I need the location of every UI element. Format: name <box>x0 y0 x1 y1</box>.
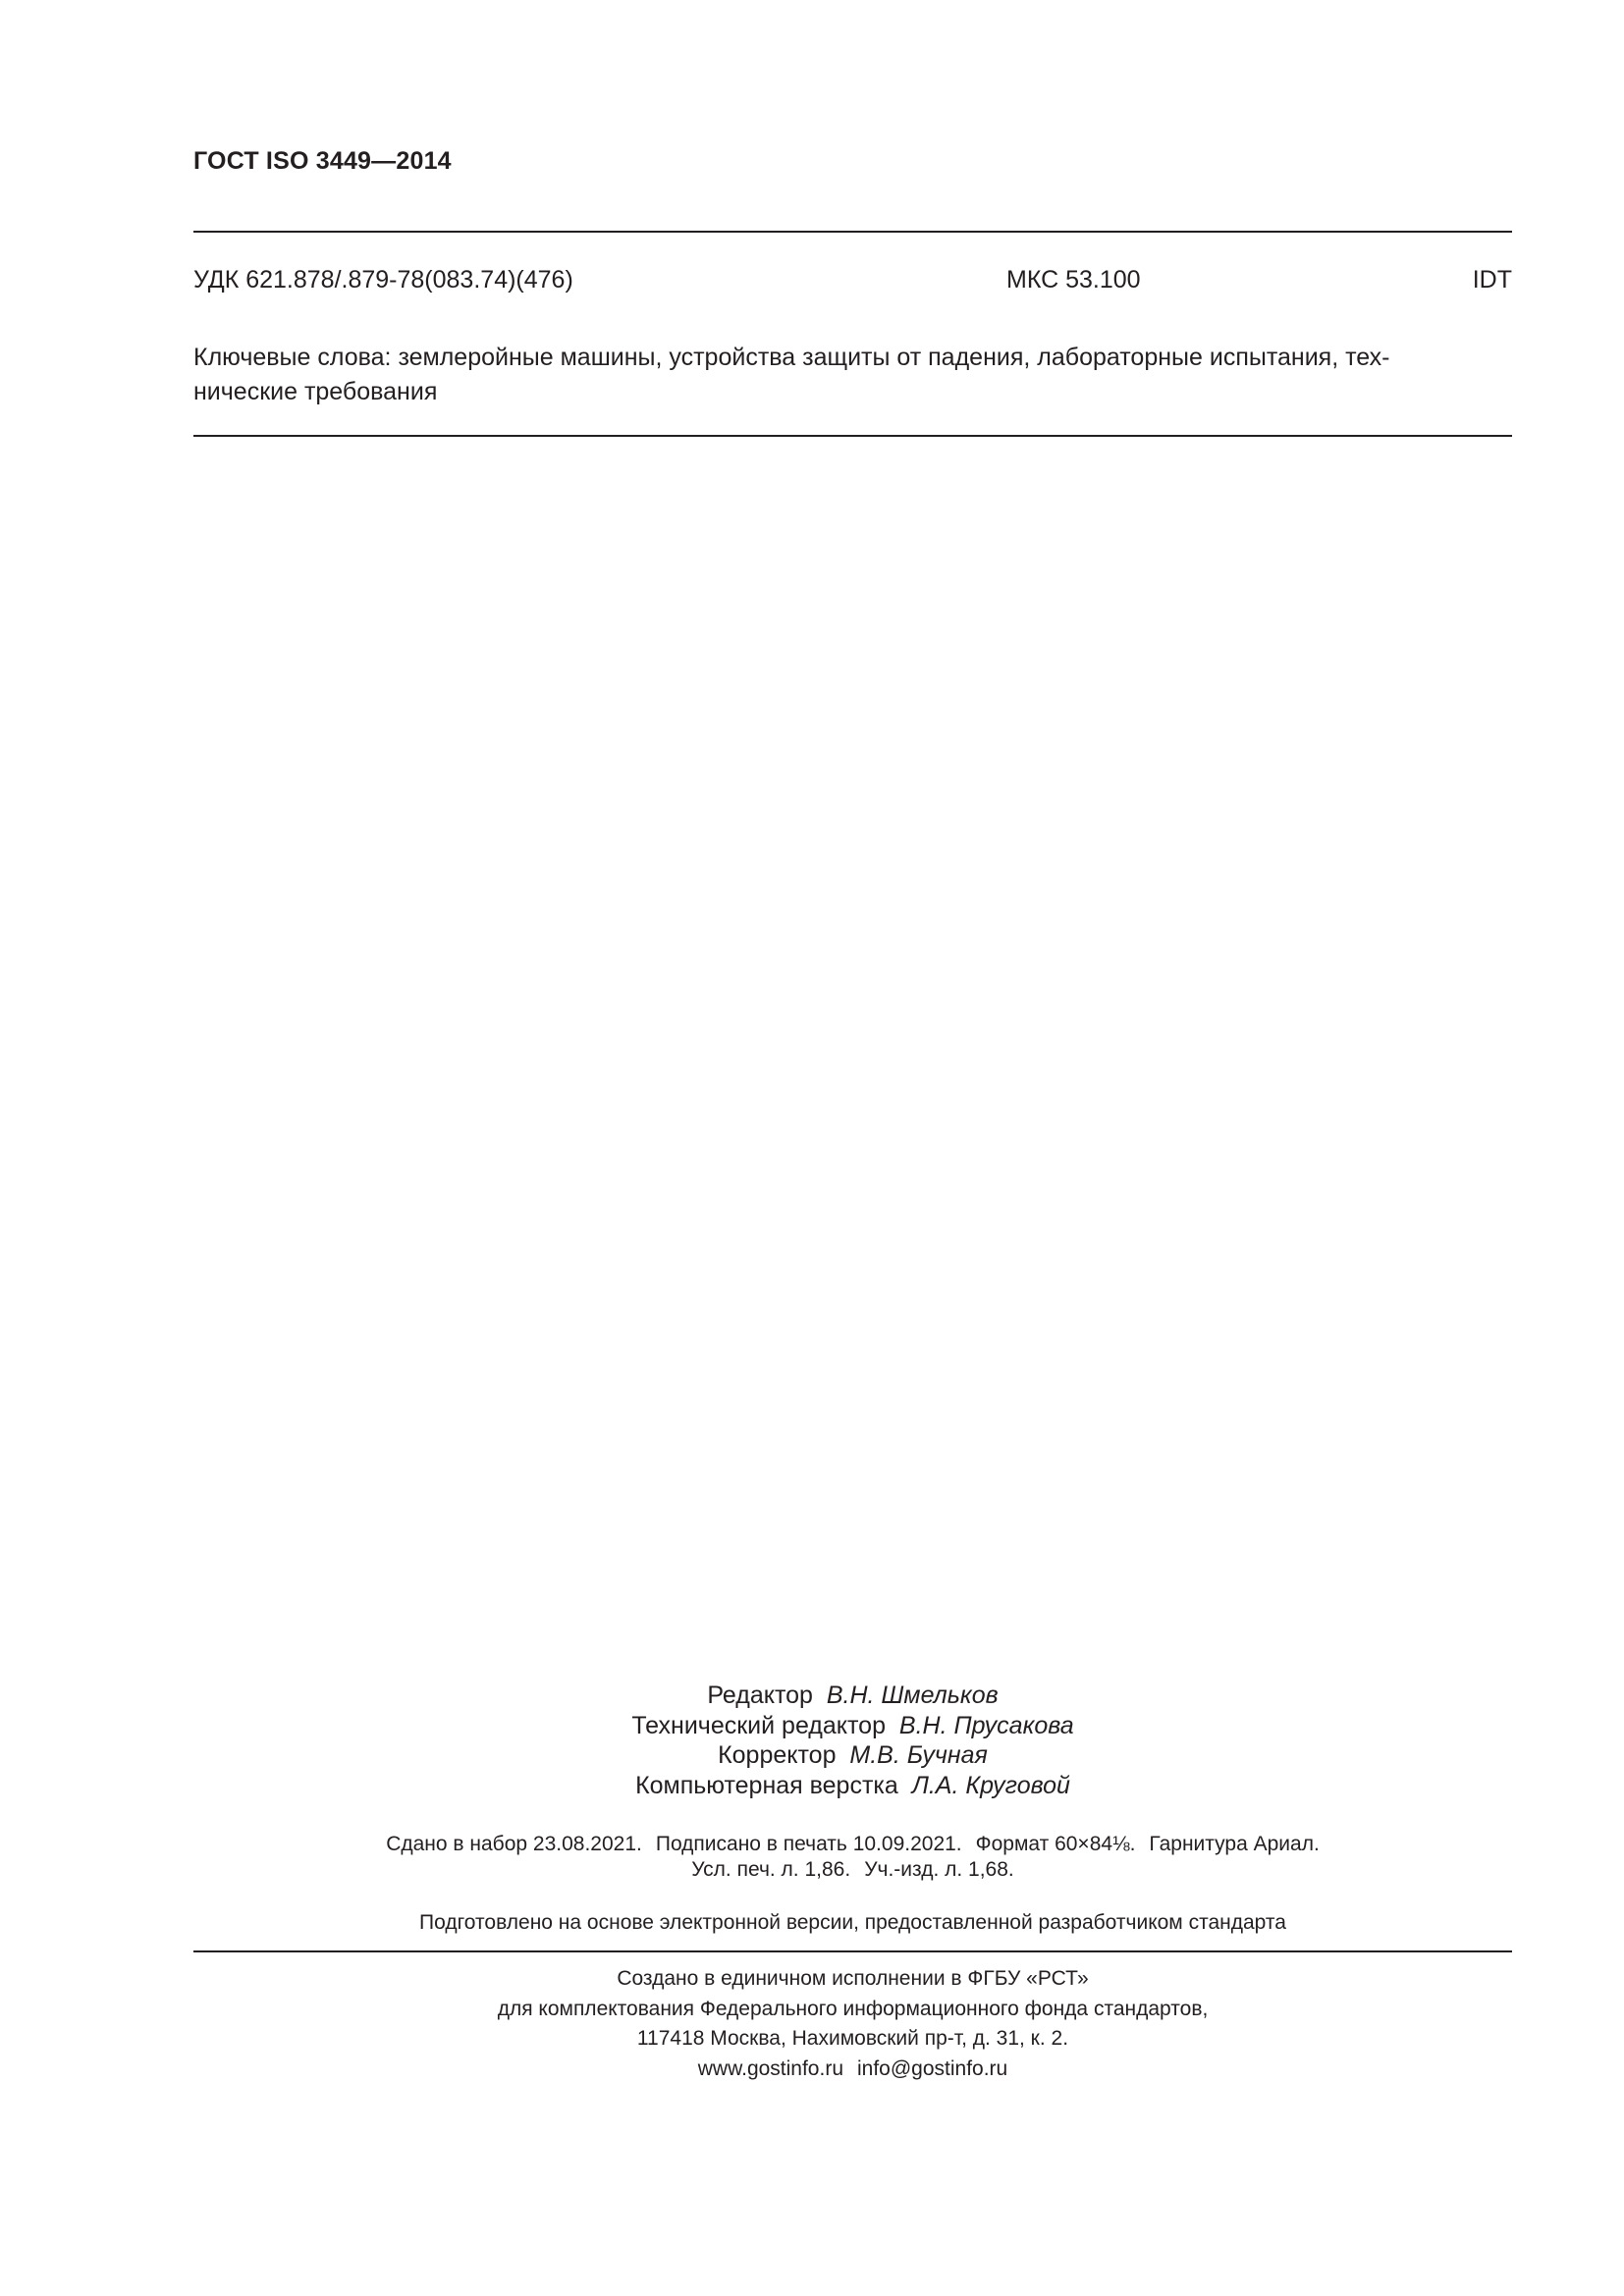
credit-role: Компьютерная верстка <box>635 1771 898 1799</box>
website-link[interactable]: www.gostinfo.ru <box>697 2056 843 2080</box>
credit-role: Корректор <box>718 1741 837 1769</box>
credits-block <box>193 1681 1512 1800</box>
standard-id: ГОСТ ISO 3449—2014 <box>193 147 452 175</box>
keywords-divider <box>193 435 1512 437</box>
credit-tech-editor <box>193 1711 1512 1741</box>
top-divider <box>193 231 1512 233</box>
print-info <box>193 1832 1512 1883</box>
sent-date: Сдано в набор 23.08.2021. <box>386 1833 642 1855</box>
footer-line-2: для комплектования Федерального информационного фонда стандартов, <box>497 1997 1209 2020</box>
udk-code: УДК 621.878/.879-78(083.74)(476) <box>193 266 573 294</box>
typeface: Гарнитура Ариал. <box>1149 1833 1320 1855</box>
idt-marker: IDT <box>1472 266 1512 294</box>
footer-address: 117418 Москва, Нахимовский пр-т, д. 31, к. 2. <box>636 2027 1069 2050</box>
footer-line-1: Создано в единичном исполнении в ФГБУ «РСТ» <box>617 1967 1089 1990</box>
credit-layout <box>193 1771 1512 1801</box>
print-info-line-1 <box>193 1832 1512 1857</box>
printed-sheets: Усл. печ. л. 1,86. <box>691 1858 851 1881</box>
print-info-line-2 <box>193 1857 1512 1883</box>
email-link[interactable]: info@gostinfo.ru <box>857 2056 1008 2080</box>
mks-code: МКС 53.100 <box>1006 266 1141 294</box>
credit-name: В.Н. Прусакова <box>898 1711 1074 1739</box>
keywords-line-1: Ключевые слова: землеройные машины, устройства защиты от падения, лабораторные испытания, тех- <box>193 344 1390 371</box>
signed-date: Подписано в печать 10.09.2021. <box>655 1833 962 1855</box>
keywords-line-2: нические требования <box>193 378 438 405</box>
footer-divider <box>193 1950 1512 1952</box>
credit-name: Л.А. Круговой <box>911 1771 1070 1799</box>
publisher-footer <box>193 1964 1512 2084</box>
keywords <box>193 341 1512 409</box>
print-format: Формат 60×84⅛. <box>975 1833 1136 1855</box>
credit-role: Редактор <box>707 1682 813 1709</box>
credit-editor <box>193 1681 1512 1711</box>
footer-contacts <box>193 2055 1512 2085</box>
credit-role: Технический редактор <box>631 1711 886 1739</box>
credit-name: В.Н. Шмельков <box>826 1682 999 1709</box>
prepared-note: Подготовлено на основе электронной версии, предоставленной разработчиком стандарта <box>419 1911 1286 1934</box>
credit-name: М.В. Бучная <box>849 1741 988 1769</box>
classification-row <box>193 266 1512 299</box>
edition-sheets: Уч.-изд. л. 1,68. <box>864 1858 1014 1881</box>
credit-corrector <box>193 1740 1512 1771</box>
